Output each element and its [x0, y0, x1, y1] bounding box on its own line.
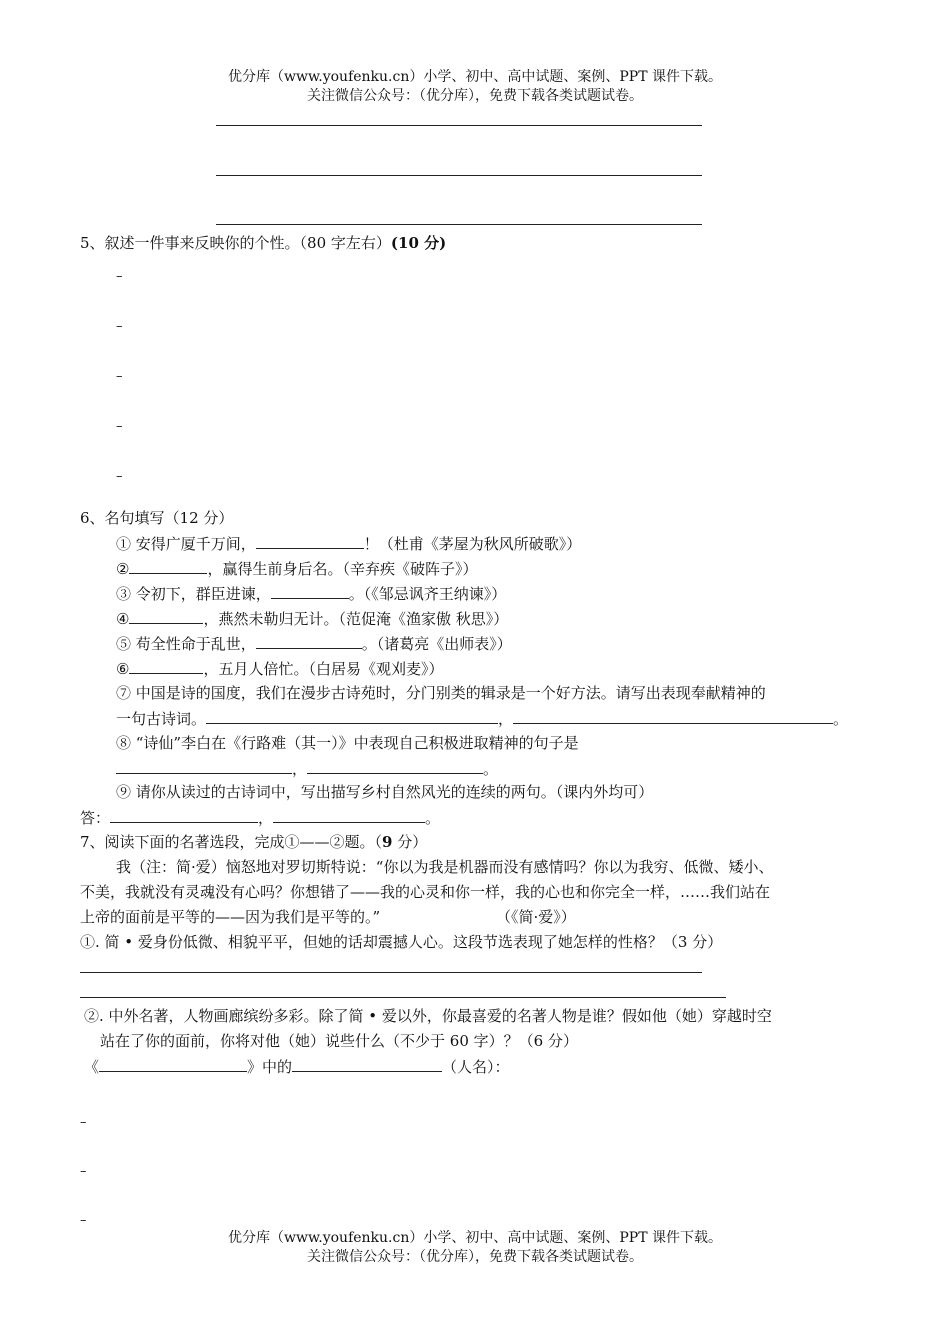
- q7-sub-1: ①. 简 • 爱身份低微、相貌平平，但她的话却震撼人心。这段节选表现了她怎样的性格？（3 分）: [80, 933, 723, 951]
- q6-item-2: [116, 558, 477, 579]
- q6-item-7-cont: [116, 708, 848, 729]
- period: 。: [425, 809, 441, 827]
- fill-blank[interactable]: [116, 758, 292, 774]
- q7-title-text: 7、阅读下面的名著选段，完成①——②题。（: [80, 833, 383, 851]
- q6-item-5-source: 。（诸葛亮《出师表》）: [361, 635, 512, 653]
- book-name-blank[interactable]: [99, 1056, 247, 1072]
- q6-title: 6、名句填写（12 分）: [80, 509, 234, 527]
- q6-item-6-text: ，五月人倍忙。（白居易《观刈麦》）: [203, 660, 444, 678]
- q6-item-4: [116, 608, 508, 629]
- q6-item-6-number: ⑥: [116, 660, 130, 678]
- answer-line[interactable]: [80, 972, 702, 973]
- q6-item-4-text: ，燕然未勒归无计。（范促淹《渔家傲 秋思》）: [203, 610, 509, 628]
- q6-item-2-text: ，赢得生前身后名。（辛弃疾《破阵子》）: [207, 560, 478, 578]
- comma: ，: [292, 760, 308, 778]
- footer-line-1: 优分库（www.youfenku.cn）小学、初中、高中试题、案例、PPT 课件下载。: [227, 1230, 722, 1246]
- q6-item-8: ⑧ “诗仙”李白在《行路难（其一）》中表现自己积极进取精神的句子是: [116, 734, 579, 752]
- q6-item-7-text: 一句古诗词。: [116, 710, 207, 728]
- q7-sub-2: ②. 中外名著，人物画廊缤纷多彩。除了简 • 爱以外，你最喜爱的名著人物是谁？假如他（她）穿越时空: [84, 1007, 772, 1025]
- q7-sub-2-cont: 站在了你的面前，你将对他（她）说些什么（不少于 60 字）？（6 分）: [100, 1032, 578, 1050]
- person-label: （人名）：: [442, 1058, 510, 1076]
- answer-line[interactable]: [216, 125, 702, 126]
- fill-blank[interactable]: [307, 758, 483, 774]
- answer-line[interactable]: [216, 175, 702, 176]
- fill-blank[interactable]: [129, 658, 203, 674]
- header-line-1: 优分库（www.youfenku.cn）小学、初中、高中试题、案例、PPT 课件下载。: [227, 69, 722, 85]
- comma: ，: [258, 809, 274, 827]
- period: 。: [833, 710, 849, 728]
- q5-dash[interactable]: –: [116, 269, 123, 284]
- q7-sub-2-answer: [84, 1056, 510, 1077]
- q7-dash[interactable]: –: [80, 1213, 87, 1228]
- header-line-2: 关注微信公众号：（优分库），免费下载各类试题试卷。: [307, 88, 643, 104]
- fill-blank[interactable]: [206, 708, 498, 724]
- q6-item-1-source: ！（杜甫《茅屋为秋风所破歌》）: [363, 535, 582, 553]
- q7-source: （《简·爱》）: [496, 908, 576, 926]
- q5-dash[interactable]: –: [116, 469, 123, 484]
- q6-item-7: ⑦ 中国是诗的国度，我们在漫步古诗苑时，分门别类的辑录是一个好方法。请写出表现奉献精神的: [116, 684, 766, 702]
- q6-item-5-text: ⑤ 苟全性命于乱世，: [116, 635, 256, 653]
- fill-blank[interactable]: [513, 708, 833, 724]
- fill-blank[interactable]: [256, 533, 364, 549]
- q7-passage-line-1: 我（注：简·爱）恼怒地对罗切斯特说：“你以为我是机器而没有感情吗？你以为我穷、低微、矮小、: [116, 858, 774, 876]
- period: 。: [483, 760, 499, 778]
- answer-line[interactable]: [80, 997, 726, 998]
- q7-title-end: 分）: [392, 833, 428, 851]
- q6-item-3: [116, 583, 506, 604]
- fill-blank[interactable]: [256, 633, 362, 649]
- book-open: 《: [84, 1058, 100, 1076]
- q7-dash[interactable]: –: [80, 1115, 87, 1130]
- person-name-blank[interactable]: [292, 1056, 442, 1072]
- fill-blank[interactable]: [273, 807, 425, 823]
- q5-dash[interactable]: –: [116, 419, 123, 434]
- q6-item-1: [116, 533, 581, 554]
- q6-item-9-answer: [80, 807, 440, 828]
- fill-blank[interactable]: [271, 583, 349, 599]
- q6-item-6: [116, 658, 443, 679]
- comma: ，: [498, 710, 514, 728]
- q6-item-1-text: ① 安得广厦千万间，: [116, 535, 256, 553]
- q7-passage-line-2: 不美，我就没有灵魂没有心吗？你想错了——我的心灵和你一样，我的心也和你完全一样，……我们站在: [80, 883, 771, 901]
- fill-blank[interactable]: [110, 807, 258, 823]
- q7-dash[interactable]: –: [80, 1164, 87, 1179]
- q7-title: [80, 832, 427, 852]
- footer-line-2: 关注微信公众号：（优分库），免费下载各类试题试卷。: [307, 1249, 643, 1265]
- q5-dash[interactable]: –: [116, 369, 123, 384]
- q6-item-2-number: ②: [116, 560, 130, 578]
- q6-item-3-source: 。（《邹忌讽齐王纳谏》）: [348, 585, 507, 603]
- q7-passage-line-3: 上帝的面前是平等的——因为我们是平等的。”: [80, 908, 381, 926]
- q5-score: (10 分): [390, 234, 447, 252]
- q5-dash[interactable]: –: [116, 319, 123, 334]
- answer-line[interactable]: [216, 224, 702, 225]
- q6-item-4-number: ④: [116, 610, 130, 628]
- q5-text: 5、叙述一件事来反映你的个性。（80 字左右）: [80, 234, 391, 252]
- book-close: 》中的: [247, 1058, 293, 1076]
- q6-item-9: ⑨ 请你从读过的古诗词中，写出描写乡村自然风光的连续的两句。（课内外均可）: [116, 783, 654, 801]
- q6-item-8-answer: [116, 758, 498, 779]
- q6-item-5: [116, 633, 512, 654]
- fill-blank[interactable]: [129, 558, 207, 574]
- q5-prompt: [80, 233, 446, 253]
- q7-score: 9: [382, 833, 393, 851]
- fill-blank[interactable]: [129, 608, 203, 624]
- q6-item-3-text: ③ 令初下，群臣进谏，: [116, 585, 271, 603]
- answer-label: 答：: [80, 809, 111, 827]
